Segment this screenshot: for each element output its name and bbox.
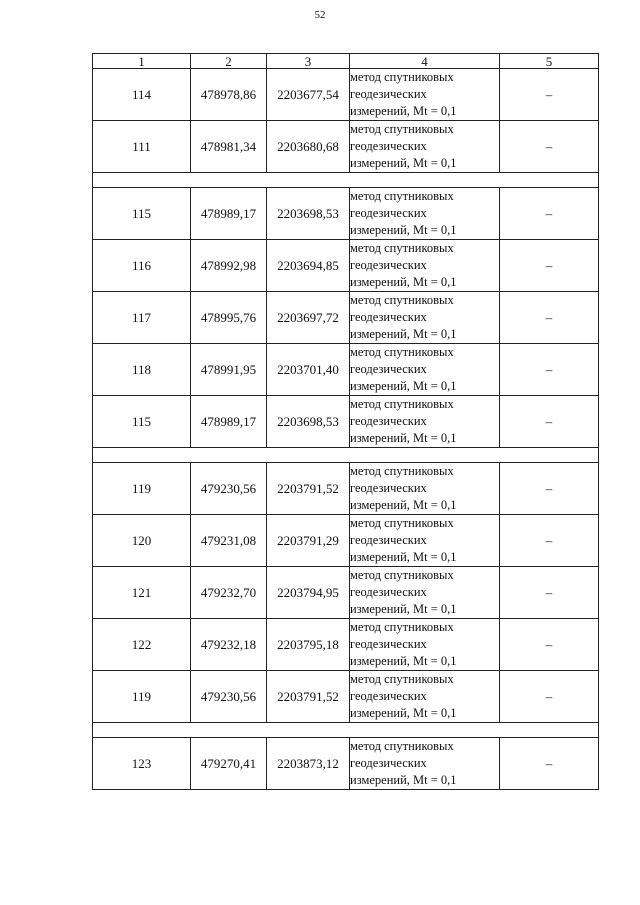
column-header-5: 5 <box>500 54 599 69</box>
method-cell <box>350 69 500 121</box>
column-5-cell: – <box>500 69 599 121</box>
point-number-cell: 115 <box>93 396 191 448</box>
method-line: измерений, Mt = 0,1 <box>350 275 457 289</box>
method-line: геодезических <box>350 756 427 770</box>
separator-cell <box>93 723 599 738</box>
column-5-cell: – <box>500 344 599 396</box>
column-5-cell: – <box>500 515 599 567</box>
x-coordinate-cell: 479230,56 <box>191 463 267 515</box>
method-line: измерений, Mt = 0,1 <box>350 156 457 170</box>
y-coordinate-cell: 2203873,12 <box>267 738 350 790</box>
x-coordinate-cell: 478995,76 <box>191 292 267 344</box>
x-coordinate-cell: 479270,41 <box>191 738 267 790</box>
method-cell <box>350 344 500 396</box>
table-row <box>93 671 599 723</box>
method-line: геодезических <box>350 637 427 651</box>
table-row <box>93 463 599 515</box>
y-coordinate-cell: 2203677,54 <box>267 69 350 121</box>
point-number-cell: 120 <box>93 515 191 567</box>
x-coordinate-cell: 478989,17 <box>191 396 267 448</box>
separator-cell <box>93 173 599 188</box>
table-body <box>93 69 599 790</box>
column-header-1: 1 <box>93 54 191 69</box>
coordinates-table <box>92 53 599 790</box>
method-line: геодезических <box>350 206 427 220</box>
y-coordinate-cell: 2203680,68 <box>267 121 350 173</box>
method-cell <box>350 463 500 515</box>
table-row <box>93 567 599 619</box>
point-number-cell: 121 <box>93 567 191 619</box>
point-number-cell: 114 <box>93 69 191 121</box>
table-row <box>93 738 599 790</box>
column-header-3: 3 <box>267 54 350 69</box>
method-line: геодезических <box>350 310 427 324</box>
method-cell <box>350 188 500 240</box>
column-5-cell: – <box>500 738 599 790</box>
y-coordinate-cell: 2203791,52 <box>267 671 350 723</box>
method-cell <box>350 619 500 671</box>
separator-cell <box>93 448 599 463</box>
point-number-cell: 111 <box>93 121 191 173</box>
method-line: измерений, Mt = 0,1 <box>350 602 457 616</box>
y-coordinate-cell: 2203698,53 <box>267 188 350 240</box>
page-number: 52 <box>314 9 326 21</box>
table-row <box>93 292 599 344</box>
method-cell <box>350 396 500 448</box>
method-line: измерений, Mt = 0,1 <box>350 654 457 668</box>
method-line: геодезических <box>350 585 427 599</box>
y-coordinate-cell: 2203697,72 <box>267 292 350 344</box>
x-coordinate-cell: 479232,70 <box>191 567 267 619</box>
x-coordinate-cell: 478978,86 <box>191 69 267 121</box>
table-row <box>93 188 599 240</box>
method-line: измерений, Mt = 0,1 <box>350 550 457 564</box>
header-row <box>93 54 599 69</box>
method-line: метод спутниковых <box>350 464 454 478</box>
method-cell <box>350 240 500 292</box>
point-number-cell: 123 <box>93 738 191 790</box>
column-5-cell: – <box>500 396 599 448</box>
section-separator-row <box>93 723 599 738</box>
column-5-cell: – <box>500 188 599 240</box>
method-line: геодезических <box>350 362 427 376</box>
x-coordinate-cell: 478989,17 <box>191 188 267 240</box>
column-header-4: 4 <box>350 54 500 69</box>
method-line: измерений, Mt = 0,1 <box>350 773 457 787</box>
method-line: измерений, Mt = 0,1 <box>350 431 457 445</box>
table-row <box>93 396 599 448</box>
table-row <box>93 240 599 292</box>
table-row <box>93 515 599 567</box>
method-line: метод спутниковых <box>350 70 454 84</box>
method-line: метод спутниковых <box>350 345 454 359</box>
method-line: метод спутниковых <box>350 516 454 530</box>
point-number-cell: 117 <box>93 292 191 344</box>
method-line: измерений, Mt = 0,1 <box>350 104 457 118</box>
y-coordinate-cell: 2203701,40 <box>267 344 350 396</box>
method-cell <box>350 121 500 173</box>
x-coordinate-cell: 479232,18 <box>191 619 267 671</box>
method-line: метод спутниковых <box>350 241 454 255</box>
x-coordinate-cell: 478992,98 <box>191 240 267 292</box>
y-coordinate-cell: 2203794,95 <box>267 567 350 619</box>
method-line: измерений, Mt = 0,1 <box>350 706 457 720</box>
point-number-cell: 119 <box>93 671 191 723</box>
x-coordinate-cell: 479231,08 <box>191 515 267 567</box>
table-row <box>93 121 599 173</box>
method-line: геодезических <box>350 414 427 428</box>
method-line: измерений, Mt = 0,1 <box>350 327 457 341</box>
column-5-cell: – <box>500 240 599 292</box>
y-coordinate-cell: 2203694,85 <box>267 240 350 292</box>
point-number-cell: 119 <box>93 463 191 515</box>
point-number-cell: 118 <box>93 344 191 396</box>
method-line: геодезических <box>350 258 427 272</box>
method-line: метод спутниковых <box>350 122 454 136</box>
method-line: измерений, Mt = 0,1 <box>350 379 457 393</box>
x-coordinate-cell: 479230,56 <box>191 671 267 723</box>
y-coordinate-cell: 2203698,53 <box>267 396 350 448</box>
method-cell <box>350 738 500 790</box>
y-coordinate-cell: 2203791,52 <box>267 463 350 515</box>
column-5-cell: – <box>500 619 599 671</box>
column-5-cell: – <box>500 567 599 619</box>
method-line: метод спутниковых <box>350 293 454 307</box>
method-line: метод спутниковых <box>350 568 454 582</box>
table-row <box>93 344 599 396</box>
x-coordinate-cell: 478981,34 <box>191 121 267 173</box>
method-line: метод спутниковых <box>350 672 454 686</box>
section-separator-row <box>93 173 599 188</box>
x-coordinate-cell: 478991,95 <box>191 344 267 396</box>
y-coordinate-cell: 2203791,29 <box>267 515 350 567</box>
table-row <box>93 619 599 671</box>
method-line: геодезических <box>350 689 427 703</box>
method-cell <box>350 515 500 567</box>
section-separator-row <box>93 448 599 463</box>
column-5-cell: – <box>500 463 599 515</box>
y-coordinate-cell: 2203795,18 <box>267 619 350 671</box>
method-cell <box>350 292 500 344</box>
method-line: метод спутниковых <box>350 620 454 634</box>
method-line: геодезических <box>350 87 427 101</box>
method-line: метод спутниковых <box>350 189 454 203</box>
method-line: геодезических <box>350 533 427 547</box>
method-line: метод спутниковых <box>350 739 454 753</box>
method-line: измерений, Mt = 0,1 <box>350 223 457 237</box>
method-line: геодезических <box>350 139 427 153</box>
method-line: измерений, Mt = 0,1 <box>350 498 457 512</box>
method-cell <box>350 567 500 619</box>
method-line: геодезических <box>350 481 427 495</box>
table-row <box>93 69 599 121</box>
column-5-cell: – <box>500 671 599 723</box>
method-line: метод спутниковых <box>350 397 454 411</box>
column-header-2: 2 <box>191 54 267 69</box>
column-5-cell: – <box>500 121 599 173</box>
point-number-cell: 116 <box>93 240 191 292</box>
column-5-cell: – <box>500 292 599 344</box>
point-number-cell: 115 <box>93 188 191 240</box>
method-cell <box>350 671 500 723</box>
point-number-cell: 122 <box>93 619 191 671</box>
